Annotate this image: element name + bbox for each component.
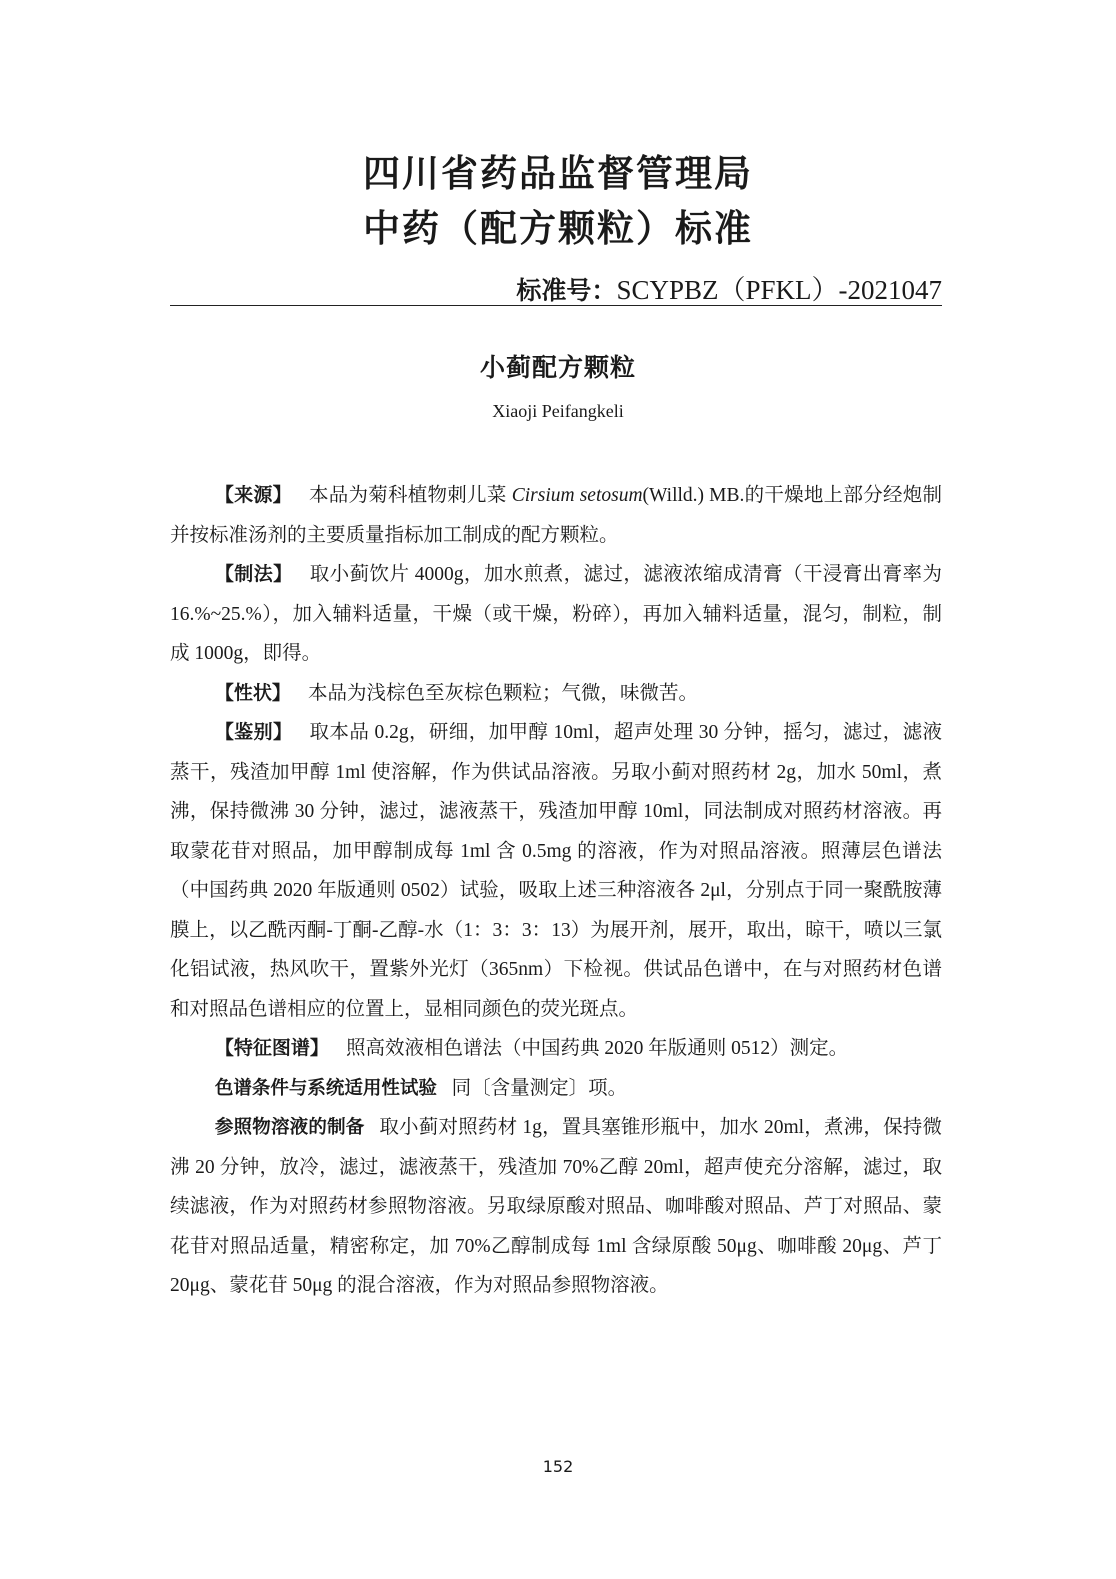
standard-number-prefix: 标准号： <box>516 276 617 305</box>
subsection-label: 参照物溶液的制备 <box>214 1117 365 1138</box>
drug-name-cn: 小蓟配方颗粒 <box>479 353 636 382</box>
section-method <box>170 555 942 674</box>
section-label: 【特征图谱】 <box>214 1037 329 1059</box>
section-text: 取本品 0.2g，研细，加甲醇 10ml，超声处理 30 分钟，摇匀，滤过，滤液蒸干，残渣加甲醇 1ml 使溶解，作为供试品溶液。另取小蓟对照药材 2g，加水 50ml，煮沸，保持微沸 30 分钟，滤过，滤液蒸干，残渣加甲醇 10ml，同法制成对照药材溶液。再取蒙花苷对照品，加甲醇制成每 1ml 含 0.5mg 的溶液，作为对照品溶液。照薄层色谱法（中国药典 2020 年版通则 0502）试验，吸取上述三种溶液各 2μl，分别点于同一聚酰胺薄膜上，以乙酰丙酮-丁酮-乙醇-水（1：3：3：13）为展开剂，展开，取出，晾干，喷以三氯化铝试液，热风吹干，置紫外光灯（365nm）下检视。供试品色谱中，在与对照药材色谱和对照品色谱相应的位置上，显相同颜色的荧光斑点。 <box>170 722 942 1020</box>
section-text: 照高效液相色谱法（中国药典 2020 年版通则 0512）测定。 <box>345 1038 849 1059</box>
section-text: 本品为浅棕色至灰棕色颗粒；气微，味微苦。 <box>307 682 698 704</box>
page-number: 152 <box>542 1457 574 1476</box>
section-label: 【鉴别】 <box>214 721 293 743</box>
drug-name-pinyin: Xiaoji Peifangkeli <box>492 401 624 421</box>
standard-number-line <box>516 268 942 307</box>
section-label: 【性状】 <box>214 681 291 704</box>
subsection-reference-solution <box>170 1108 942 1306</box>
latin-name: Cirsium setosum <box>511 485 643 506</box>
section-text: 本品为菊科植物刺儿菜 <box>308 485 507 506</box>
header-rule <box>170 305 942 306</box>
section-identification <box>170 713 942 1029</box>
section-text: (Willd.) MB.的干燥地上部分经炮制并按标准汤剂的主要质量指标加工制成的配方颗粒。 <box>170 485 942 546</box>
standard-number: SCYPBZ（PFKL）-2021047 <box>616 275 942 305</box>
section-text: 同〔含量测定〕项。 <box>451 1077 628 1099</box>
standard-type-title: 中药（配方颗粒）标准 <box>363 207 753 250</box>
section-character <box>170 674 942 714</box>
section-fingerprint <box>170 1029 942 1069</box>
authority-title: 四川省药品监督管理局 <box>363 152 753 195</box>
section-label: 【来源】 <box>214 484 292 506</box>
subsection-chromatographic-conditions <box>170 1069 942 1109</box>
section-source <box>170 476 942 555</box>
document-body <box>170 476 942 1306</box>
subsection-label: 色谱条件与系统适用性试验 <box>214 1077 437 1099</box>
section-text: 取小蓟对照药材 1g，置具塞锥形瓶中，加水 20ml，煮沸，保持微沸 20 分钟，放冷，滤过，滤液蒸干，残渣加 70%乙醇 20ml，超声使充分溶解，滤过，取续滤液，作为对照药材参照物溶液。另取绿原酸对照品、咖啡酸对照品、芦丁对照品、蒙花苷对照品适量，精密称定，加 70%乙醇制成每 1ml 含绿原酸 50μg、咖啡酸 20μg、芦丁 20μg、蒙花苷 50μg 的混合溶液，作为对照品参照物溶液。 <box>170 1117 942 1296</box>
section-text: 取小蓟饮片 4000g，加水煎煮，滤过，滤液浓缩成清膏（干浸膏出膏率为 16.%~25.%），加入辅料适量，干燥（或干燥，粉碎），再加入辅料适量，混匀，制粒，制成 1000g，即得。 <box>170 564 942 664</box>
section-label: 【制法】 <box>214 563 293 585</box>
